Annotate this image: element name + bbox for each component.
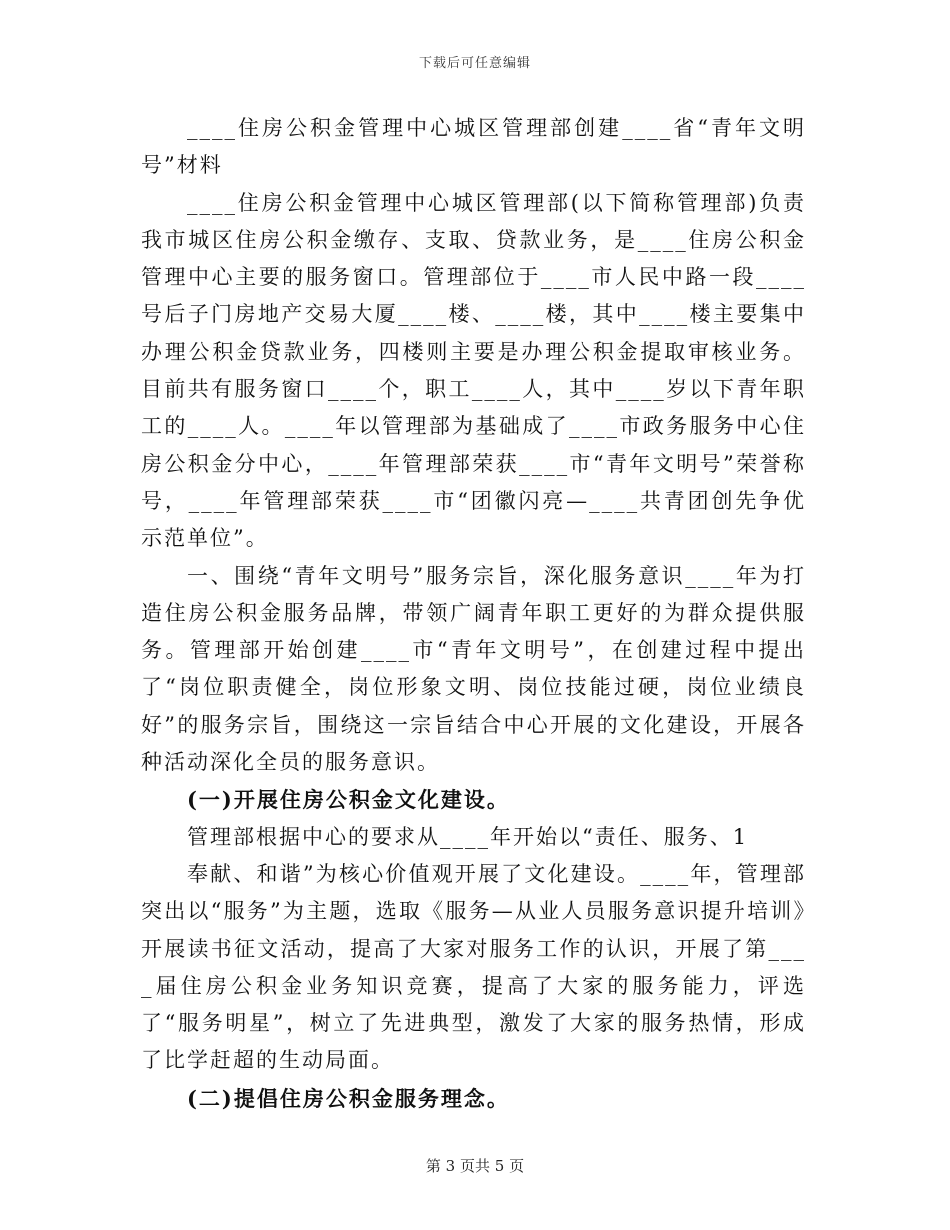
subheading-culture: (一)开展住房公积金文化建设。	[187, 787, 510, 813]
document-body	[141, 110, 806, 1117]
paragraph-culture-rest: 奉献、和谐”为核心价值观开展了文化建设。____年，管理部突出以“服务”为主题，选取《服务—从业人员服务意识提升培训》开展读书征文活动，提高了大家对服务工作的认识，开展了第____届住房公积金业务知识竞赛，提高了大家的服务能力，评选了“服务明星”，树立了先进典型，激发了大家的服务热情，形成了比学赶超的生动局面。	[141, 861, 806, 1073]
paragraph-section-one: 一、围绕“青年文明号”服务宗旨，深化服务意识____年为打造住房公积金服务品牌，带领广阔青年职工更好的为群众提供服务。管理部开始创建____市“青年文明号”，在创建过程中提出了“岗位职责健全，岗位形象文明、岗位技能过硬，岗位业绩良好”的服务宗旨，围绕这一宗旨结合中心开展的文化建设，开展各种活动深化全员的服务意识。	[141, 563, 806, 775]
paragraph-intro: ____住房公积金管理中心城区管理部(以下简称管理部)负责我市城区住房公积金缴存、支取、贷款业务，是____住房公积金管理中心主要的服务窗口。管理部位于____市人民中路一段____号后子门房地产交易大厦____楼、____楼，其中____楼主要集中办理公积金贷款业务，四楼则主要是办理公积金提取审核业务。目前共有服务窗口____个，职工____人，其中____岁以下青年职工的____人。____年以管理部为基础成了____市政务服务中心住房公积金分中心，____年管理部荣获____市“青年文明号”荣誉称号，____年管理部荣获____市“团徽闪亮—____共青团创先争优示范单位”。	[141, 190, 806, 551]
page-footer: 第 3 页共 5 页	[425, 1157, 525, 1175]
paragraph-culture-line1: 管理部根据中心的要求从____年开始以“责任、服务、1	[187, 824, 749, 849]
subheading-service-concept: (二)提倡住房公积金服务理念。	[187, 1085, 510, 1111]
document-title: ____住房公积金管理中心城区管理部创建____省“青年文明号”材料	[141, 116, 806, 178]
page-header: 下载后可任意编辑	[418, 56, 531, 71]
